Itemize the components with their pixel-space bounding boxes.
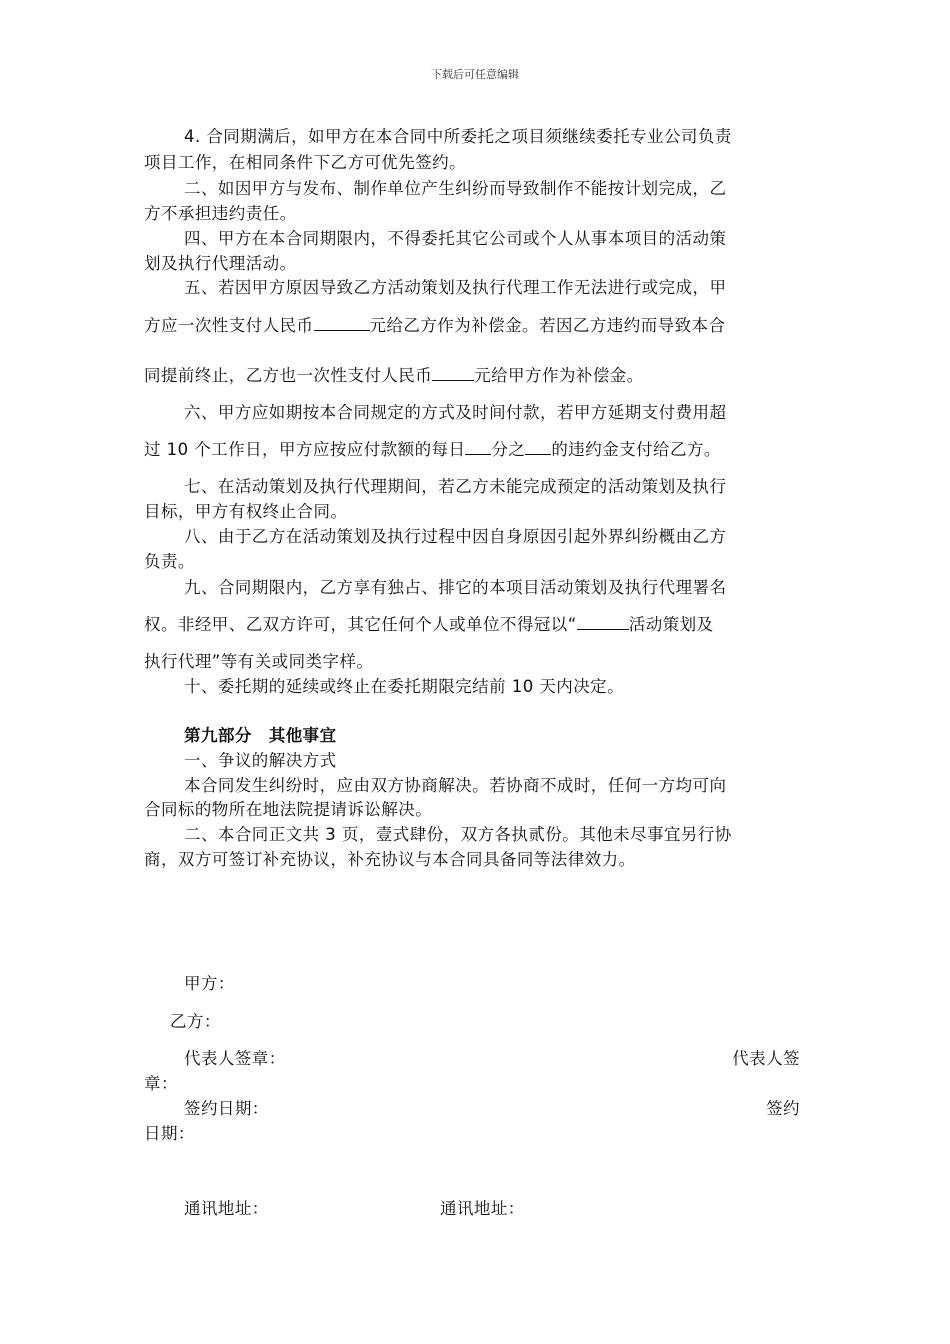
representative-signature-right: 代表人签 bbox=[732, 1049, 800, 1068]
section-9-title: 第九部分 其他事宜 bbox=[184, 726, 337, 745]
clause-9-line-3: 执行代理”等有关或同类字样。 bbox=[144, 652, 374, 671]
clause-5-text-b: 元给乙方作为补偿金。若因乙方违约而导致本合 bbox=[369, 316, 726, 335]
clause-6-line-1: 六、甲方应如期按本合同规定的方式及时间付款，若甲方延期支付费用超 bbox=[184, 403, 727, 422]
penalty-rate-blank-b bbox=[525, 440, 551, 455]
compensation-amount-blank-b bbox=[432, 366, 474, 381]
clause-10-line-1: 十、委托期的延续或终止在委托期限完结前 10 天内决定。 bbox=[184, 677, 625, 696]
sign-date-wrap: 日期： bbox=[144, 1124, 195, 1143]
header-note: 下载后可任意编辑 bbox=[431, 68, 519, 81]
penalty-rate-blank-a bbox=[465, 440, 491, 455]
clause-9-line-2 bbox=[144, 615, 714, 635]
clause-7-line-1: 七、在活动策划及执行代理期间，若乙方未能完成预定的活动策划及执行 bbox=[184, 477, 727, 496]
section-9-item-3-line-2: 商，双方可签订补充协议，补充协议与本合同具备同等法律效力。 bbox=[144, 850, 636, 869]
clause-4b-line-1: 四、甲方在本合同期限内，不得委托其它公司或个人从事本项目的活动策 bbox=[184, 229, 727, 248]
sign-date-right: 签约 bbox=[766, 1099, 800, 1118]
clause-8-line-2: 负责。 bbox=[144, 552, 195, 571]
clause-2-line-2: 方不承担违约责任。 bbox=[144, 204, 297, 223]
clause-9-text-a: 权。非经甲、乙双方许可，其它任何个人或单位不得冠以“ bbox=[144, 615, 577, 634]
compensation-amount-blank-a bbox=[314, 316, 370, 331]
clause-6-text-a: 过 10 个工作日，甲方应按应付款额的每日 bbox=[144, 440, 466, 459]
section-9-item-2-line-1: 本合同发生纠纷时，应由双方协商解决。若协商不成时，任何一方均可向 bbox=[184, 776, 727, 795]
clause-4-line-1: 4. 合同期满后，如甲方在本合同中所委托之项目须继续委托专业公司负责 bbox=[184, 127, 732, 146]
project-name-blank bbox=[577, 615, 629, 630]
clause-9-line-1: 九、合同期限内，乙方享有独占、排它的本项目活动策划及执行代理署名 bbox=[184, 578, 727, 597]
sign-date-left: 签约日期： bbox=[184, 1099, 269, 1118]
clause-6-line-2 bbox=[144, 440, 721, 460]
section-9-item-2-line-2: 合同标的物所在地法院提请诉讼解决。 bbox=[144, 800, 433, 819]
party-a-label: 甲方： bbox=[184, 974, 235, 993]
clause-6-text-c: 的违约金支付给乙方。 bbox=[551, 440, 721, 459]
section-9-item-3-line-1: 二、本合同正文共 3 页，壹式肆份，双方各执贰份。其他未尽事宜另行协 bbox=[184, 825, 732, 844]
clause-7-line-2: 目标，甲方有权终止合同。 bbox=[144, 502, 348, 521]
party-b-label: 乙方： bbox=[170, 1012, 221, 1031]
section-9-item-1: 一、争议的解决方式 bbox=[184, 751, 337, 770]
clause-9-text-b: 活动策划及 bbox=[628, 615, 714, 634]
address-left: 通讯地址： bbox=[184, 1199, 269, 1218]
representative-signature-left: 代表人签章： bbox=[184, 1049, 286, 1068]
clause-6-text-b: 分之 bbox=[491, 440, 526, 459]
representative-signature-wrap: 章： bbox=[144, 1074, 178, 1093]
clause-5-line-3 bbox=[144, 366, 644, 386]
clause-5-text-a: 方应一次性支付人民币 bbox=[144, 316, 314, 335]
clause-4-line-2: 项目工作，在相同条件下乙方可优先签约。 bbox=[144, 153, 467, 172]
clause-5-text-c: 同提前终止，乙方也一次性支付人民币 bbox=[144, 366, 433, 385]
clause-4b-line-2: 划及执行代理活动。 bbox=[144, 254, 297, 273]
clause-5-text-d: 元给甲方作为补偿金。 bbox=[474, 366, 644, 385]
address-right: 通讯地址： bbox=[440, 1199, 525, 1218]
clause-5-line-1: 五、若因甲方原因导致乙方活动策划及执行代理工作无法进行或完成，甲 bbox=[184, 278, 727, 297]
clause-5-line-2 bbox=[144, 316, 725, 336]
clause-8-line-1: 八、由于乙方在活动策划及执行过程中因自身原因引起外界纠纷概由乙方 bbox=[184, 527, 727, 546]
clause-2-line-1: 二、如因甲方与发布、制作单位产生纠纷而导致制作不能按计划完成，乙 bbox=[184, 179, 727, 198]
